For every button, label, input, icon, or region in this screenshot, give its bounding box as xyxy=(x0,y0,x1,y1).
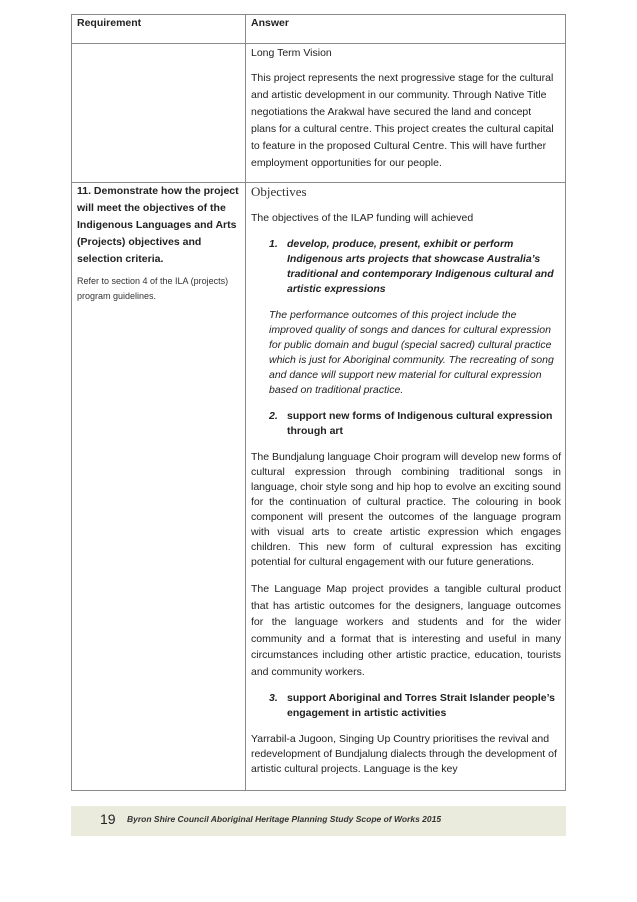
language-map-paragraph: The Language Map project provides a tangible cultural product that has artistic outcomes for the designers, language outcomes for the language workers and students and for the wider community and a format that is interesting and useful in many circumstances including other artistic practice, education, tourists and community workers. xyxy=(251,583,561,678)
long-term-vision-heading: Long Term Vision xyxy=(251,47,332,59)
objective-text: support new forms of Indigenous cultural expression through art xyxy=(287,410,553,437)
header-row-divider xyxy=(72,43,565,44)
choir-program-paragraph: The Bundjalung language Choir program will develop new forms of cultural expression through combining traditional songs in language, choir style song and hip hop to evolve an exciting sound for the continuation of cultural practice. The colouring in book component will present the outcomes of the language program with visual arts to create artistic expression which engages children. This new form of cultural expression has exciting potential for cultural engagement with our future generations. xyxy=(251,451,561,568)
objective-item xyxy=(269,237,561,297)
page-footer xyxy=(71,806,566,836)
objective-number: 1. xyxy=(269,238,278,250)
row2-requirement-cell xyxy=(77,183,241,304)
objective-text: support Aboriginal and Torres Strait Islander people’s engagement in artistic activities xyxy=(287,692,555,719)
requirement-note: Refer to section 4 of the ILA (projects) program guidelines. xyxy=(77,276,229,301)
requirement-title: 11. Demonstrate how the project will meet the objectives of the Indigenous Languages and Arts (Projects) objectives and selection criteria. xyxy=(77,185,239,265)
objectives-heading: Objectives xyxy=(251,184,307,199)
objective-text: develop, produce, present, exhibit or perform Indigenous arts projects that showcase Australia’s traditional and contemporary Indigenous cultural and artistic expressions xyxy=(287,238,554,295)
long-term-vision-paragraph: This project represents the next progressive stage for the cultural and artistic development in our community. Through Native Title negotiations the Arakwal have secured the land and concept plans for a cultural centre. This project creates the cultural capital to feature in the proposed Cultural Centre. This will have further employment opportunities for our people. xyxy=(251,72,554,169)
objective-number: 3. xyxy=(269,692,278,704)
yarrabil-paragraph: Yarrabil-a Jugoon, Singing Up Country prioritises the revival and redevelopment of Bundjalung dialects through the development of artistic cultural projects. Language is the key xyxy=(251,733,557,775)
performance-outcomes-paragraph: The performance outcomes of this project include the improved quality of songs and dances for cultural expression for public domain and bugul (special sacred) cultural practice which is just for Aboriginal community. The recreating of song and dance will support new material for cultural expression based on traditional practice. xyxy=(269,309,554,396)
column-header-requirement: Requirement xyxy=(77,17,142,29)
objective-number: 2. xyxy=(269,410,278,422)
requirements-table xyxy=(71,14,566,791)
row1-answer-cell xyxy=(251,45,559,180)
row2-answer-cell xyxy=(251,183,561,788)
column-header-answer: Answer xyxy=(251,17,289,29)
footer-title: Byron Shire Council Aboriginal Heritage Planning Study Scope of Works 2015 xyxy=(127,814,442,824)
column-divider xyxy=(245,15,246,790)
objective-item xyxy=(269,409,561,439)
page-number: 19 xyxy=(100,811,116,827)
objectives-intro: The objectives of the ILAP funding will achieved xyxy=(251,212,474,224)
objective-item xyxy=(269,691,561,721)
